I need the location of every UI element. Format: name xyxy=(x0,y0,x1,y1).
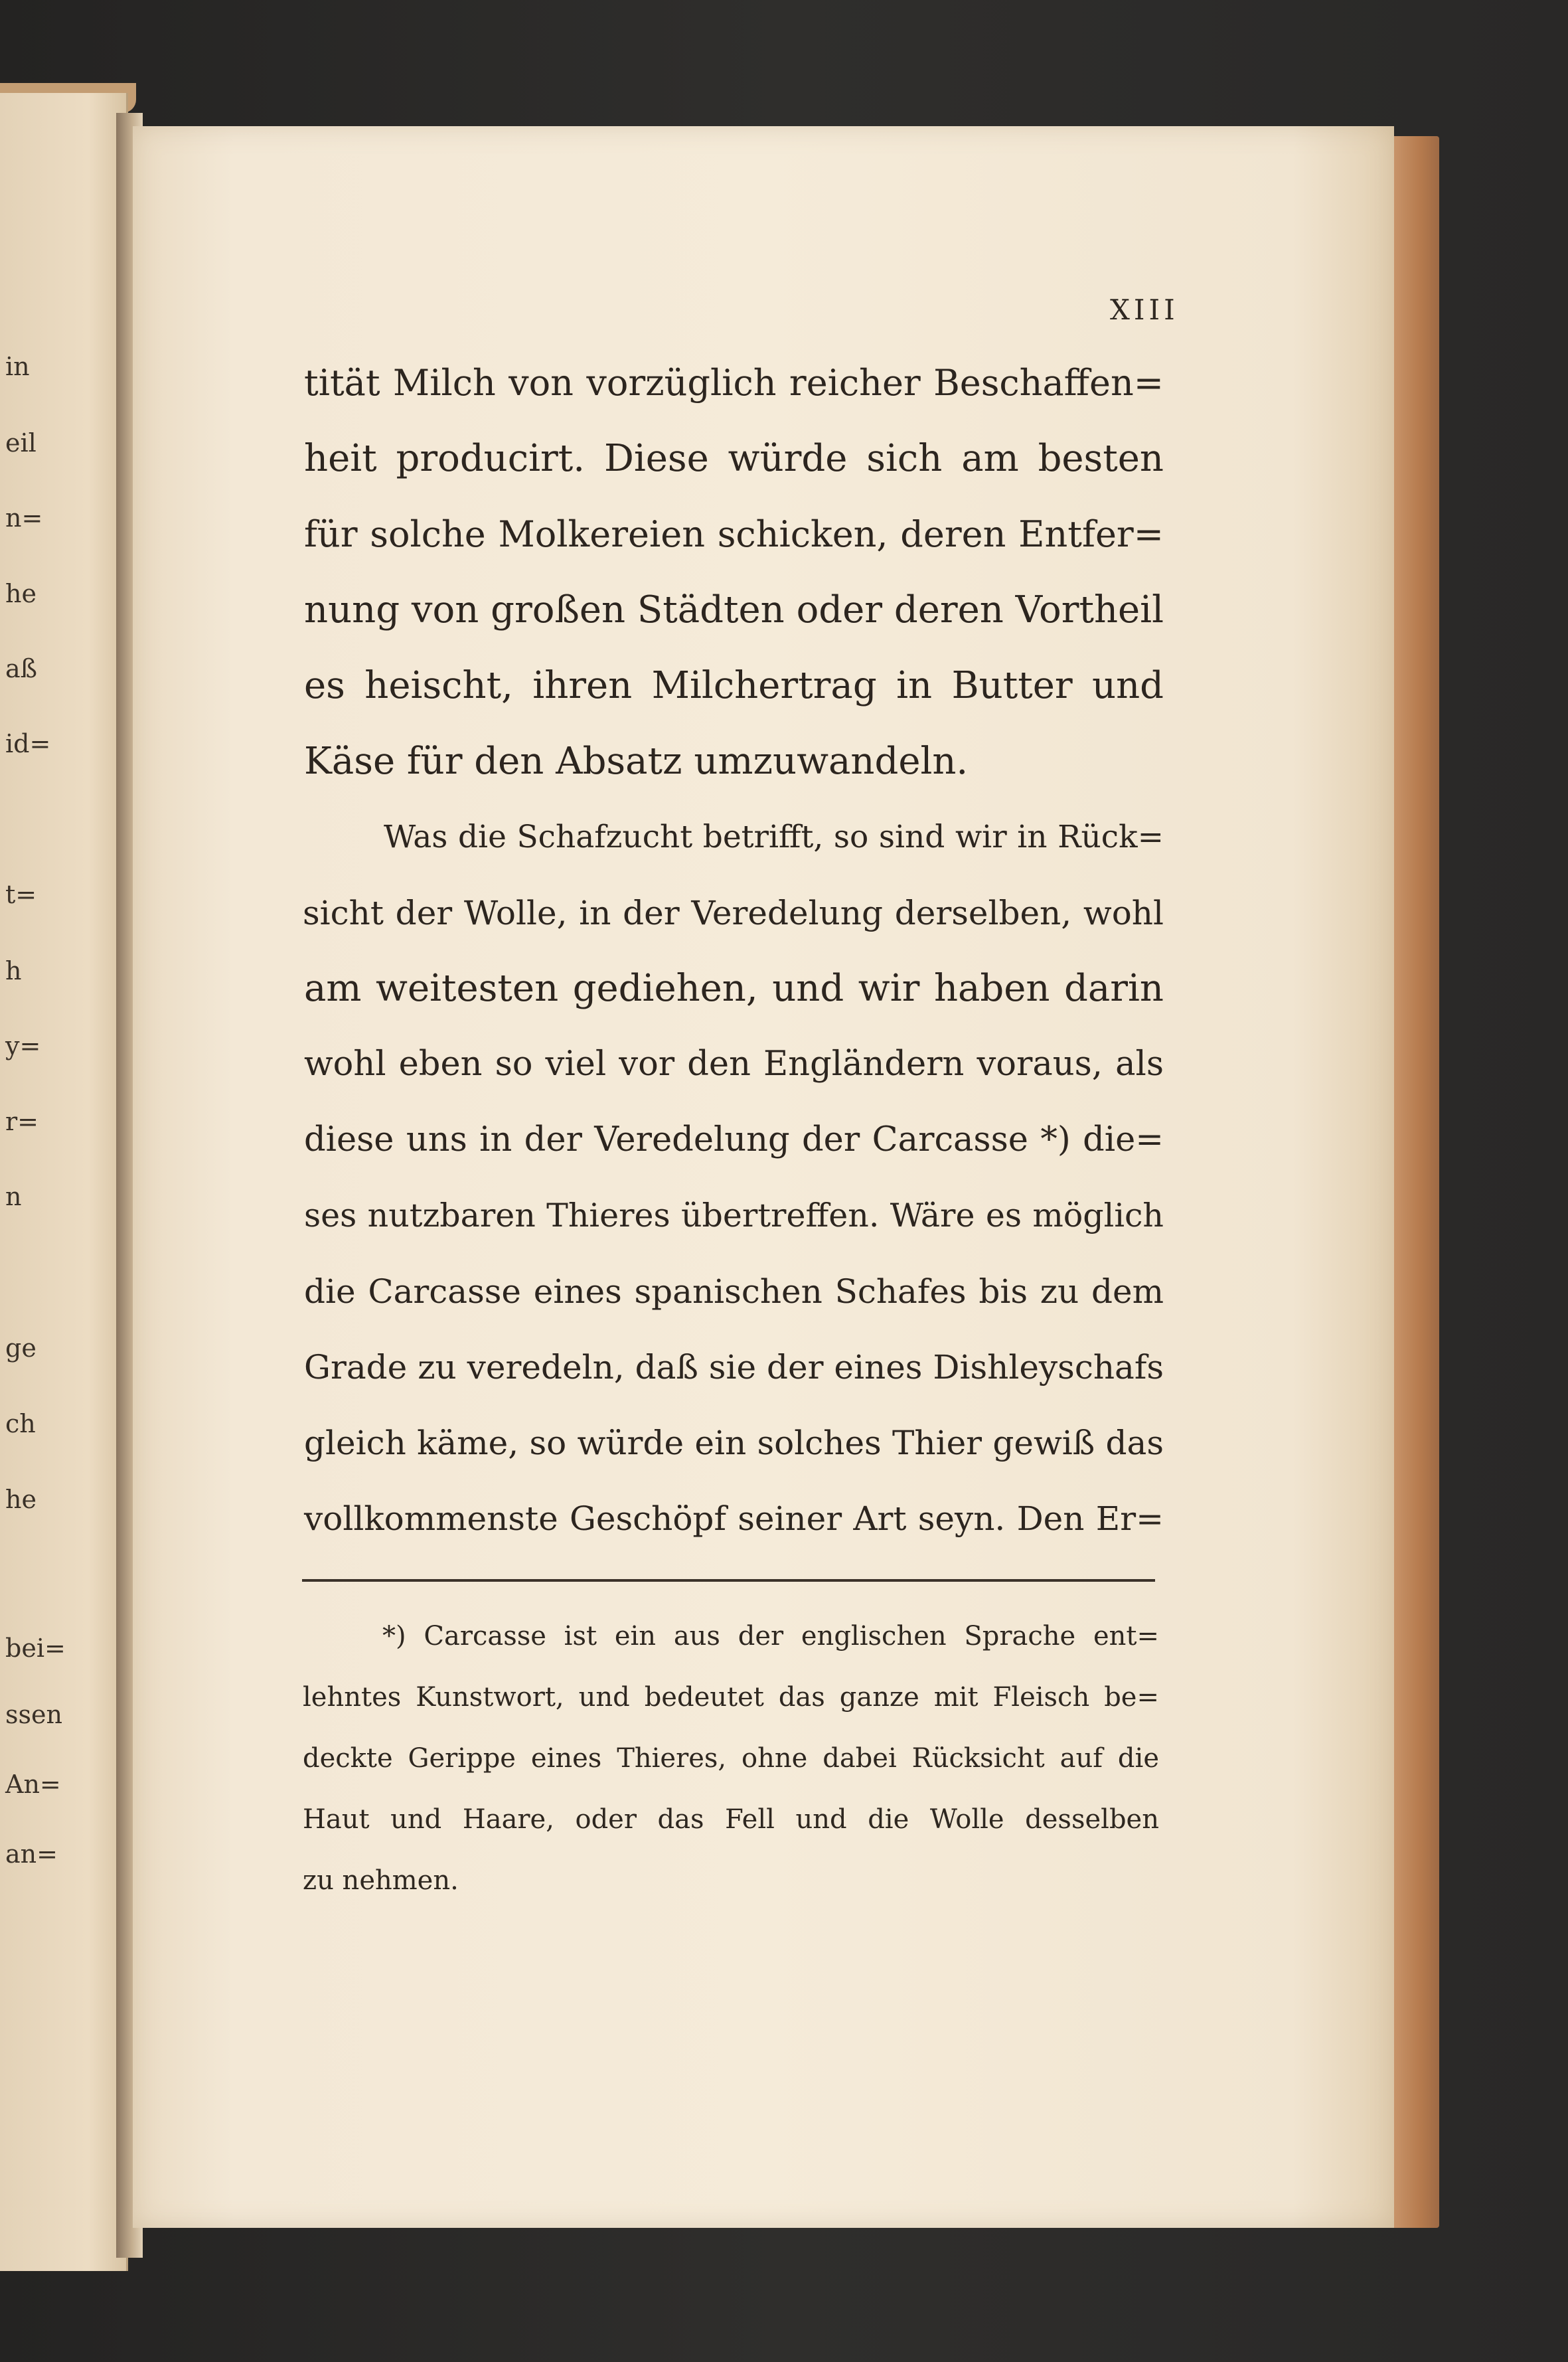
footnote-line: Haut und Haare, oder das Fell und die Wolle desselben xyxy=(303,1804,1159,1835)
footnote-line: zu nehmen. xyxy=(303,1865,459,1896)
margin-fragment: ch xyxy=(5,1409,36,1438)
text-line: wohl eben so viel vor den Engländern voraus, als xyxy=(304,1045,1164,1084)
footnote-divider xyxy=(302,1579,1155,1582)
margin-fragment: t= xyxy=(5,880,37,909)
margin-fragment: he xyxy=(5,579,37,608)
margin-fragment: aß xyxy=(5,654,38,683)
footnote-line: *) Carcasse ist ein aus der englischen Sprache ent= xyxy=(382,1621,1159,1651)
text-line: es heischt, ihren Milchertrag in Butter und xyxy=(304,664,1164,707)
margin-fragment: h xyxy=(5,956,22,985)
text-line: tität Milch von vorzüglich reicher Beschaffen= xyxy=(304,362,1164,404)
margin-fragment: eil xyxy=(5,428,37,458)
text-line: ses nutzbaren Thieres übertreffen. Wäre es möglich xyxy=(304,1197,1164,1234)
footnote-line: lehntes Kunstwort, und bedeutet das ganze mit Fleisch be= xyxy=(303,1682,1159,1713)
text-line: Käse für den Absatz umzuwandeln. xyxy=(304,740,969,783)
margin-fragment: he xyxy=(5,1485,37,1514)
margin-fragment: n xyxy=(5,1182,22,1211)
text-line: vollkommenste Geschöpf seiner Art seyn. Den Er= xyxy=(304,1499,1164,1538)
footnote-line: deckte Gerippe eines Thieres, ohne dabei Rücksicht auf die xyxy=(303,1743,1159,1774)
margin-fragment: an= xyxy=(5,1839,58,1869)
text-line: diese uns in der Veredelung der Carcasse *) die= xyxy=(304,1120,1164,1159)
text-line: die Carcasse eines spanischen Schafes bis zu dem xyxy=(304,1272,1164,1311)
margin-fragment: bei= xyxy=(5,1634,66,1663)
text-line: am weitesten gediehen, und wir haben darin xyxy=(304,967,1164,1010)
margin-fragment: r= xyxy=(5,1107,39,1136)
text-line: gleich käme, so würde ein solches Thier gewiß das xyxy=(304,1424,1164,1462)
margin-fragment: in xyxy=(5,352,30,381)
text-line: heit producirt. Diese würde sich am besten xyxy=(304,437,1164,480)
text-line: sicht der Wolle, in der Veredelung derselben, wohl xyxy=(303,894,1164,932)
margin-fragment: y= xyxy=(5,1031,41,1060)
page-number: XIII xyxy=(1110,294,1179,326)
margin-fragment: ge xyxy=(5,1333,37,1363)
left-page-fragments xyxy=(0,0,126,2362)
text-line: Grade zu veredeln, daß sie der eines Dishleyschafs xyxy=(304,1348,1164,1387)
margin-fragment: An= xyxy=(5,1770,61,1799)
margin-fragment: n= xyxy=(5,503,43,533)
text-line: nung von großen Städten oder deren Vortheil xyxy=(304,588,1164,632)
margin-fragment: id= xyxy=(5,729,51,758)
body-text xyxy=(304,345,1164,1557)
margin-fragment: ssen xyxy=(5,1700,62,1729)
text-line: für solche Molkereien schicken, deren Entfer= xyxy=(304,513,1164,555)
footnote xyxy=(303,1606,1159,1911)
text-line: Was die Schafzucht betrifft, so sind wir in Rück= xyxy=(384,819,1164,855)
